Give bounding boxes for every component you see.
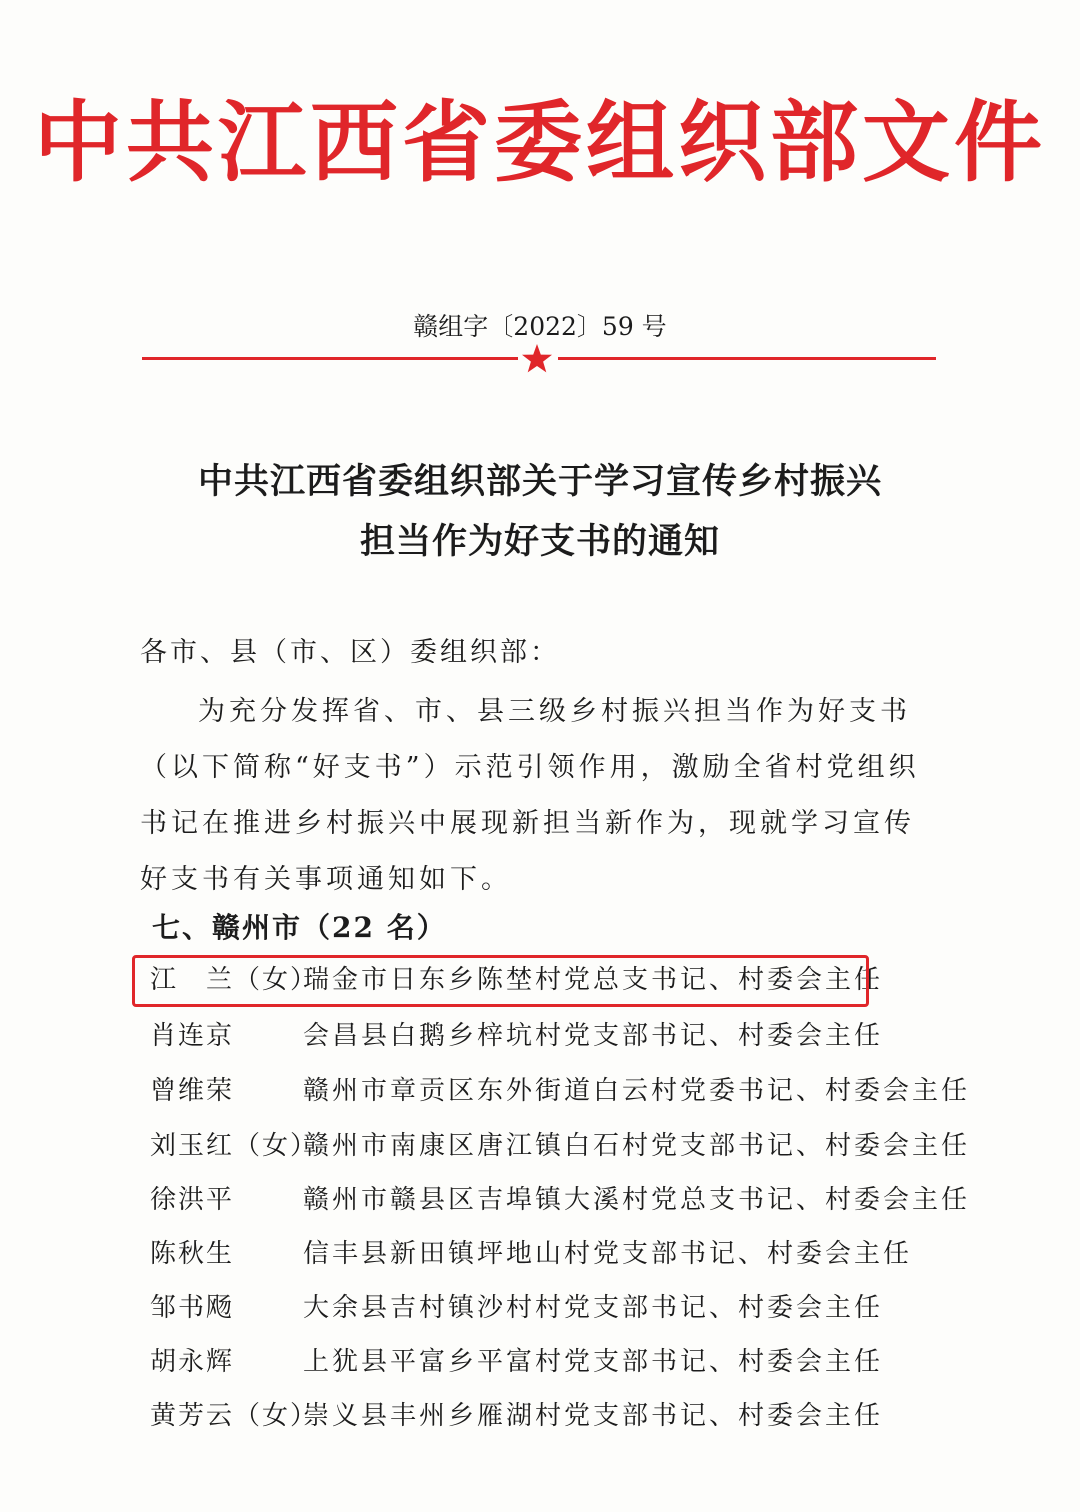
list-item [0,1392,1080,1440]
highlight-box [132,955,869,1007]
list-item [0,1122,1080,1170]
nominee-position: 大余县吉村镇沙村村党支部书记、村委会主任 [303,1293,884,1323]
list-item [0,1230,1080,1278]
nominee-name: 黄芳云（女） [150,1401,319,1431]
document-masthead: 中共江西省委组织部文件 [33,91,1046,194]
red-divider-right [558,357,936,360]
notice-title [0,452,1080,572]
nominee-position: 瑞金市日东乡陈埜村党总支书记、村委会主任 [303,965,884,995]
nominee-position: 会昌县白鹅乡梓坑村党支部书记、村委会主任 [303,1021,884,1051]
nominee-position: 上犹县平富乡平富村党支部书记、村委会主任 [303,1347,884,1377]
red-divider-left [142,357,518,360]
body-paragraph: 为充分发挥省、市、县三级乡村振兴担当作为好支书（以下简称“好支书”）示范引领作用，激励全省村党组织书记在推进乡村振兴中展现新担当新作为，现就学习宣传好支书有关事项通知如下。 [140,696,920,895]
nominee-name: 肖连京 [150,1021,235,1051]
nominee-position: 赣州市赣县区吉埠镇大溪村党总支书记、村委会主任 [303,1185,971,1215]
list-item [0,1012,1080,1060]
nominee-position: 赣州市章贡区东外街道白云村党委书记、村委会主任 [303,1076,971,1106]
document-number: 赣组字〔2022〕59 号 [413,312,667,341]
nominee-name: 邹书飏 [150,1293,235,1323]
nominee-name: 刘玉红（女） [150,1131,319,1161]
salutation: 各市、县（市、区）委组织部： [140,637,560,668]
list-item [0,1176,1080,1224]
nominee-position: 崇义县丰州乡雁湖村党支部书记、村委会主任 [303,1401,884,1431]
list-item [0,1067,1080,1115]
nominee-name: 江 兰（女） [150,965,319,995]
section-heading: 七、赣州市（22 名） [152,911,447,944]
nominee-position: 信丰县新田镇坪地山村党支部书记、村委会主任 [303,1239,913,1269]
nominee-name: 陈秋生 [150,1239,235,1269]
notice-title-line-1: 中共江西省委组织部关于学习宣传乡村振兴 [197,462,882,502]
list-item [0,1284,1080,1332]
notice-title-line-2: 担当作为好支书的通知 [359,522,720,562]
nominee-name: 徐洪平 [150,1185,235,1215]
nominee-name: 曾维荣 [150,1076,235,1106]
red-star-icon [521,343,553,375]
list-item [0,1338,1080,1386]
nominee-name: 胡永辉 [150,1347,235,1377]
nominee-position: 赣州市南康区唐江镇白石村党支部书记、村委会主任 [303,1131,971,1161]
